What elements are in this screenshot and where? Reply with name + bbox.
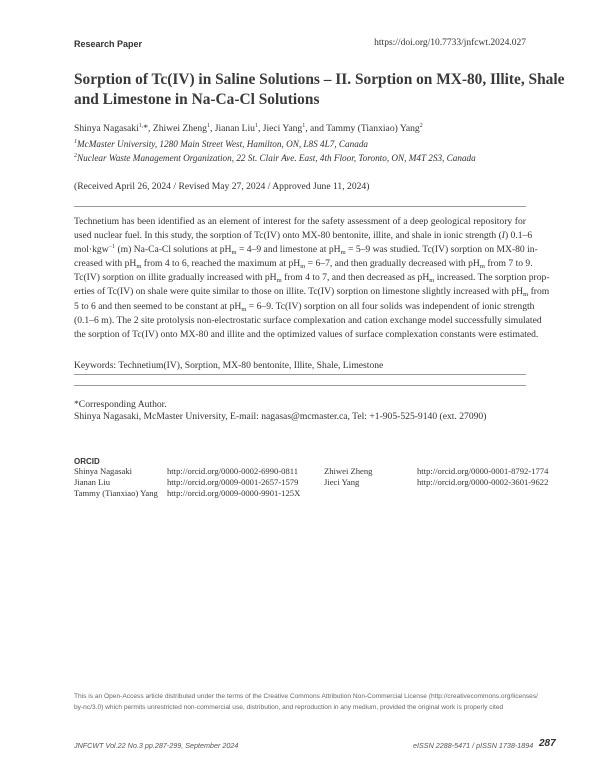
orcid-name: Shinya Nagasaki (74, 466, 132, 476)
paper-title (74, 70, 565, 110)
orcid-name: Jianan Liu (74, 477, 111, 487)
corresponding-author-info: Shinya Nagasaki, McMaster University, E-mail: nagasas@mcmaster.ca, Tel: +1-905-525-9140 (ext. 27090) (74, 411, 487, 422)
title-line-2: and Limestone in Na-Ca-Cl Solutions (74, 91, 320, 108)
affiliation-text: McMaster University, 1280 Main Street West, Hamilton, ON, L8S 4L7, Canada (77, 139, 369, 149)
affiliation-number: 2 (74, 153, 77, 159)
abstract-subscript: m (300, 263, 306, 271)
abstract-text: (m) Na-Ca-Cl solutions at pH (115, 244, 232, 256)
abstract-text: 5 to 6 and then seemed to be constant at pH (74, 300, 242, 312)
abstract-top-rule (74, 206, 526, 207)
issn: eISSN 2288-5471 / pISSN 1738-1894 (413, 741, 534, 750)
license-notice (74, 691, 538, 713)
affiliation-1 (74, 139, 368, 149)
author-separator: , and (305, 123, 327, 134)
abstract-subscript: m (523, 291, 529, 299)
author-name: Shinya Nagasaki (74, 123, 139, 134)
abstract-line (74, 300, 535, 314)
abstract-text: mol·kgw (74, 244, 109, 256)
abstract-line (74, 285, 550, 299)
author-affiliation-number: 1, (138, 123, 144, 129)
abstract-line (74, 229, 533, 243)
abstract-subscript: m (429, 277, 435, 285)
author-affiliation-number: 2 (419, 123, 423, 129)
author-name: Zhiwei Zheng (152, 123, 207, 134)
abstract-line (74, 243, 538, 257)
author-name: Tammy (Tianxiao) Yang (326, 123, 420, 134)
abstract-text: = 4–9 and limestone at pH (236, 244, 341, 256)
abstract-text: erties of Tc(IV) on shale were quite similar to those on illite. Tc(IV) sorption on limestone slightly increased with pH (74, 286, 524, 298)
author-separator: , (257, 123, 263, 134)
corresponding-author-label: *Corresponding Author. (74, 399, 167, 410)
author-name: Jianan Liu (214, 123, 255, 134)
affiliation-number: 1 (74, 139, 77, 145)
keywords-bottom-rule (74, 385, 526, 386)
abstract-subscript: m (231, 249, 237, 257)
abstract-superscript: −1 (108, 244, 116, 251)
license-line-2: by-nc/3.0) which permits unrestricted non-commercial use, distribution, and reproduction in any medium, provided the original work is properly cited (74, 704, 504, 711)
orcid-name: Zhiwei Zheng (324, 466, 373, 476)
orcid-url[interactable]: http://orcid.org/0009-0000-9901-125X (167, 488, 301, 498)
abstract-subscript: m (276, 277, 282, 285)
author-separator: , (209, 123, 215, 134)
abstract-text: = 5–9 was studied. Tc(IV) sorption on MX-80 in- (345, 244, 538, 256)
abstract-text: creased with pH (74, 258, 137, 270)
page-number: 287 (539, 738, 556, 749)
orcid-url[interactable]: http://orcid.org/0000-0002-3601-9622 (417, 477, 549, 487)
abstract-subscript: m (241, 305, 247, 313)
abstract-text: increased. The sorption prop- (434, 272, 550, 284)
keywords-top-rule (74, 374, 526, 375)
keywords: Keywords: Technetium(IV), Sorption, MX-80 bentonite, Illite, Shale, Limestone (74, 360, 384, 371)
abstract-subscript: m (479, 263, 485, 271)
abstract-subscript: m (340, 249, 346, 257)
abstract-line: the sorption of Tc(IV) onto MX-80 and illite and the optimized values of surface complexation constants were estimated. (74, 328, 539, 340)
orcid-name: Jieci Yang (324, 477, 360, 487)
author-affiliation-number: 1 (206, 123, 210, 129)
received-dates: (Received April 26, 2024 / Revised May 27, 2024 / Approved June 11, 2024) (74, 181, 370, 192)
abstract-text: from (528, 286, 550, 298)
affiliation-2 (74, 153, 476, 163)
abstract-italic: I (501, 230, 505, 242)
abstract-text: from 7 to 9. (484, 258, 533, 270)
author-affiliation-number: 1 (254, 123, 258, 129)
orcid-name: Tammy (Tianxiao) Yang (74, 488, 158, 498)
abstract-text: used nuclear fuel. In this study, the sorption of Tc(IV) onto MX-80 bentonite, illite, and shale in ionic strength ( (74, 230, 502, 242)
orcid-url[interactable]: http://orcid.org/0000-0002-6990-0811 (167, 466, 299, 476)
abstract-subscript: m (136, 263, 142, 271)
abstract-line: Technetium has been identified as an element of interest for the safety assessment of a deep geological repository for (74, 216, 526, 227)
license-line-1: This is an Open-Access article distributed under the terms of the Creative Commons Attribution Non-Commercial License (http://creativecommons.org/licenses/ (74, 693, 538, 700)
orcid-url[interactable]: http://orcid.org/0009-0001-2657-1579 (167, 477, 299, 487)
abstract-line (74, 271, 550, 285)
abstract (74, 215, 550, 342)
orcid-heading: ORCID (74, 457, 100, 466)
abstract-text: from 4 to 6, reached the maximum at pH (141, 258, 301, 270)
abstract-text: Tc(IV) sorption on illite gradually increased with pH (74, 272, 277, 284)
affiliation-text: Nuclear Waste Management Organization, 22 St. Clair Ave. East, 4th Floor, Toronto, ON, M4T 2S3, Canada (77, 153, 476, 163)
journal-citation: JNFCWT Vol.22 No.3 pp.287-299, September 2024 (74, 741, 239, 750)
author-separator: *, (143, 123, 153, 134)
abstract-line: (0.1–6 m). The 2 site protolysis non-electrostatic surface complexation and cation exchange model successfully simulated (74, 314, 542, 326)
author-affiliation-number: 1 (302, 123, 306, 129)
author-name: Jieci Yang (262, 123, 303, 134)
abstract-line (74, 257, 533, 271)
section-label: Research Paper (74, 39, 143, 49)
abstract-text: from 4 to 7, and then decreased as pH (281, 272, 430, 284)
author-list (74, 123, 423, 134)
title-line-1: Sorption of Tc(IV) in Saline Solutions – II. Sorption on MX-80, Illite, Shale (74, 71, 565, 88)
abstract-text: = 6–7, and then gradually decreased with pH (305, 258, 480, 270)
orcid-url[interactable]: http://orcid.org/0000-0001-8792-1774 (417, 466, 549, 476)
doi-link[interactable]: https://doi.org/10.7733/jnfcwt.2024.027 (374, 38, 526, 48)
abstract-text: ) 0.1–6 (504, 230, 533, 242)
abstract-text: = 6–9. Tc(IV) sorption on all four solids was independent of ionic strength (246, 300, 535, 312)
